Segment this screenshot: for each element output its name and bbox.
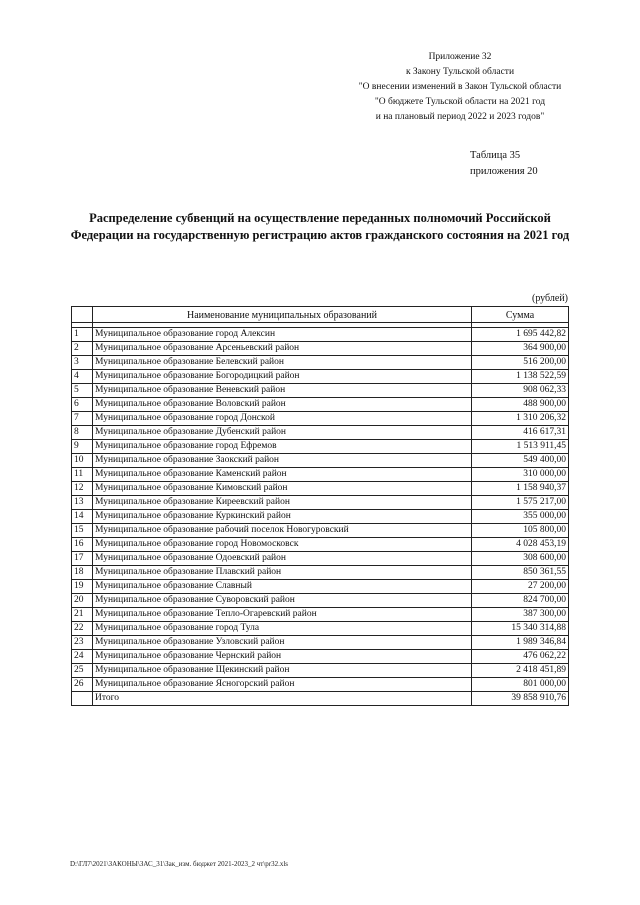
row-number-cell: 11 (72, 468, 93, 482)
table-row (72, 482, 569, 496)
row-name-cell: Муниципальное образование Арсеньевский район (93, 342, 472, 356)
header-sum-cell: Сумма (472, 307, 569, 323)
row-number-cell: 22 (72, 622, 93, 636)
document-title: Распределение субвенций на осуществление переданных полномочий Российской Федерации на государственную регистрацию актов гражданского состояния на 2021 год (70, 211, 570, 242)
row-number-cell: 6 (72, 398, 93, 412)
table-row (72, 342, 569, 356)
appendix-line: "О бюджете Тульской области на 2021 год (374, 97, 546, 107)
row-name-cell: Муниципальное образование Дубенский район (93, 426, 472, 440)
appendix-header (340, 50, 580, 125)
row-sum-cell: 1 158 940,37 (472, 482, 569, 496)
row-name-cell: Муниципальное образование Веневский район (93, 384, 472, 398)
table-row (72, 594, 569, 608)
row-number-cell: 21 (72, 608, 93, 622)
table-row (72, 510, 569, 524)
table-row (72, 328, 569, 342)
row-name-cell: Муниципальное образование Чернский район (93, 650, 472, 664)
row-name-cell: Муниципальное образование Киреевский район (93, 496, 472, 510)
row-sum-cell: 1 575 217,00 (472, 496, 569, 510)
row-number-cell: 3 (72, 356, 93, 370)
row-number-cell: 23 (72, 636, 93, 650)
row-sum-cell: 549 400,00 (472, 454, 569, 468)
table-row (72, 524, 569, 538)
row-name-cell: Муниципальное образование Куркинский район (93, 510, 472, 524)
row-number-cell: 24 (72, 650, 93, 664)
row-sum-cell: 4 028 453,19 (472, 538, 569, 552)
row-number-cell: 10 (72, 454, 93, 468)
row-number-cell: 1 (72, 328, 93, 342)
table-row (72, 636, 569, 650)
row-name-cell: Муниципальное образование город Алексин (93, 328, 472, 342)
total-row (72, 692, 569, 706)
table-row (72, 678, 569, 692)
row-sum-cell: 1 310 206,32 (472, 412, 569, 426)
row-name-cell: Муниципальное образование Плавский район (93, 566, 472, 580)
appendix-line: к Закону Тульской области (405, 67, 515, 77)
row-sum-cell: 1 695 442,82 (472, 328, 569, 342)
row-number-cell: 17 (72, 552, 93, 566)
row-number-cell: 9 (72, 440, 93, 454)
row-number-cell: 19 (72, 580, 93, 594)
row-name-cell: Муниципальное образование Белевский район (93, 356, 472, 370)
row-sum-cell: 355 000,00 (472, 510, 569, 524)
table-row (72, 566, 569, 580)
row-name-cell: Муниципальное образование Кимовский район (93, 482, 472, 496)
row-number-cell: 14 (72, 510, 93, 524)
row-sum-cell: 15 340 314,88 (472, 622, 569, 636)
row-sum-cell: 1 513 911,45 (472, 440, 569, 454)
row-name-cell: Муниципальное образование город Донской (93, 412, 472, 426)
table-row (72, 664, 569, 678)
row-name-cell: Муниципальное образование Заокский район (93, 454, 472, 468)
row-name-cell: Муниципальное образование город Новомосковск (93, 538, 472, 552)
units-label: (рублей) (531, 293, 568, 304)
table-row (72, 580, 569, 594)
row-number-cell: 4 (72, 370, 93, 384)
row-name-cell: Муниципальное образование Суворовский район (93, 594, 472, 608)
table-row (72, 454, 569, 468)
table-ref-line: Таблица 35 (470, 150, 521, 161)
row-name-cell: Муниципальное образование Богородицкий район (93, 370, 472, 384)
row-number-cell: 12 (72, 482, 93, 496)
header-name-cell: Наименование муниципальных образований (93, 307, 472, 323)
row-sum-cell: 387 300,00 (472, 608, 569, 622)
row-name-cell: Муниципальное образование Каменский район (93, 468, 472, 482)
appendix-line: "О внесении изменений в Закон Тульской области (358, 82, 562, 92)
table-row (72, 650, 569, 664)
row-sum-cell: 488 900,00 (472, 398, 569, 412)
row-sum-cell: 105 800,00 (472, 524, 569, 538)
row-sum-cell: 308 600,00 (472, 552, 569, 566)
row-name-cell: Муниципальное образование рабочий поселок Новогуровский (93, 524, 472, 538)
row-sum-cell: 824 700,00 (472, 594, 569, 608)
row-number-cell: 16 (72, 538, 93, 552)
row-sum-cell: 27 200,00 (472, 580, 569, 594)
row-number-cell: 15 (72, 524, 93, 538)
table-row (72, 552, 569, 566)
row-number-cell: 20 (72, 594, 93, 608)
table-reference (470, 148, 538, 180)
row-number-cell: 25 (72, 664, 93, 678)
row-number-cell: 2 (72, 342, 93, 356)
table-row (72, 356, 569, 370)
row-sum-cell: 1 138 522,59 (472, 370, 569, 384)
row-number-cell: 26 (72, 678, 93, 692)
row-sum-cell: 908 062,33 (472, 384, 569, 398)
row-sum-cell: 801 000,00 (472, 678, 569, 692)
row-sum-cell: 416 617,31 (472, 426, 569, 440)
row-sum-cell: 850 361,55 (472, 566, 569, 580)
table-header-row (72, 307, 569, 323)
table-row (72, 468, 569, 482)
row-number-cell: 13 (72, 496, 93, 510)
table-row (72, 370, 569, 384)
appendix-line: Приложение 32 (428, 52, 492, 62)
table-row (72, 440, 569, 454)
file-path-footer: D:\ГЛ7\2021\ЗАКОНЫ\ЗАС_31\Зак_изм. бюджет 2021-2023_2 чт\pr32.xls (70, 860, 289, 868)
row-sum-cell: 476 062,22 (472, 650, 569, 664)
header-number-cell (72, 307, 93, 323)
table-row (72, 384, 569, 398)
total-sum-cell: 39 858 910,76 (472, 692, 569, 706)
row-name-cell: Муниципальное образование город Тула (93, 622, 472, 636)
table-row (72, 412, 569, 426)
appendix-line: и на плановый период 2022 и 2023 годов" (375, 112, 545, 122)
table-ref-line: приложения 20 (470, 166, 538, 177)
row-sum-cell: 364 900,00 (472, 342, 569, 356)
table-row (72, 608, 569, 622)
row-number-cell: 5 (72, 384, 93, 398)
row-number-cell: 18 (72, 566, 93, 580)
table-row (72, 426, 569, 440)
row-number-cell: 7 (72, 412, 93, 426)
subsidy-table (71, 306, 569, 706)
row-number-cell: 8 (72, 426, 93, 440)
table-row (72, 538, 569, 552)
row-name-cell: Муниципальное образование Узловский район (93, 636, 472, 650)
row-name-cell: Муниципальное образование Славный (93, 580, 472, 594)
row-name-cell: Муниципальное образование город Ефремов (93, 440, 472, 454)
row-name-cell: Муниципальное образование Ясногорский район (93, 678, 472, 692)
table-row (72, 398, 569, 412)
table-row (72, 622, 569, 636)
total-number-cell (72, 692, 93, 706)
row-sum-cell: 1 989 346,84 (472, 636, 569, 650)
row-sum-cell: 2 418 451,89 (472, 664, 569, 678)
row-sum-cell: 310 000,00 (472, 468, 569, 482)
table-row (72, 496, 569, 510)
row-name-cell: Муниципальное образование Воловский район (93, 398, 472, 412)
table-body (72, 323, 569, 706)
row-name-cell: Муниципальное образование Щекинский район (93, 664, 472, 678)
row-name-cell: Муниципальное образование Одоевский район (93, 552, 472, 566)
total-label-cell: Итого (93, 692, 472, 706)
row-sum-cell: 516 200,00 (472, 356, 569, 370)
row-name-cell: Муниципальное образование Тепло-Огаревский район (93, 608, 472, 622)
